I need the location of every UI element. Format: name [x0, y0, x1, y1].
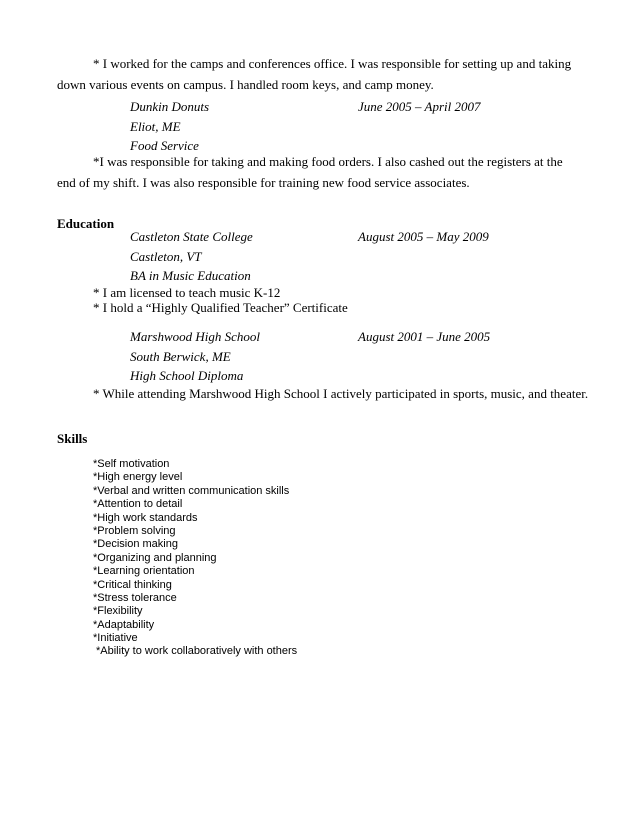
school-location: South Berwick, ME: [130, 348, 231, 364]
skill-item: *Verbal and written communication skills: [93, 484, 290, 497]
college-entry: [130, 227, 570, 286]
skill-item: *Organizing and planning: [93, 551, 217, 564]
school-degree: BA in Music Education: [130, 268, 251, 283]
skill-item: *Self motivation: [93, 458, 170, 470]
skills-heading: Skills: [57, 431, 88, 446]
college-note: * I am licensed to teach music K-12: [93, 285, 281, 300]
skill-item: *Adaptability: [93, 618, 155, 631]
skill-item: *Decision making: [93, 538, 178, 551]
skill-item: *Critical thinking: [93, 578, 172, 591]
education-heading: Education: [57, 216, 115, 231]
skill-item: *Problem solving: [93, 524, 176, 537]
school-dates: August 2001 – June 2005: [358, 329, 491, 344]
skill-item: *Attention to detail: [93, 498, 183, 511]
dunkin-entry: [130, 97, 570, 156]
dunkin-description: *I was responsible for taking and making food orders. I also cashed out the registers at the end of my shift. I was also responsible for training new food service associates.: [57, 154, 563, 190]
skill-item: *Ability to work collaboratively with others: [96, 645, 298, 658]
skill-item: *High energy level: [93, 471, 183, 484]
highschool-note: * While attending Marshwood High School I actively participated in sports, music, and theater.: [93, 386, 589, 401]
employer-name: Dunkin Donuts: [130, 99, 210, 114]
school-name: Marshwood High School: [130, 329, 260, 344]
school-location: Castleton, VT: [130, 248, 202, 264]
job-role: Food Service: [130, 138, 199, 153]
school-dates: August 2005 – May 2009: [358, 229, 489, 244]
school-name: Castleton State College: [130, 229, 253, 244]
skill-item: *Initiative: [93, 632, 138, 645]
highschool-entry: [130, 327, 570, 386]
camps-description: * I worked for the camps and conferences office. I was responsible for setting up and taking down various events on campus. I handled room keys, and camp money.: [57, 56, 572, 92]
skill-item: *High work standards: [93, 511, 198, 524]
employment-dates: June 2005 – April 2007: [358, 99, 481, 114]
skills-list: [93, 458, 297, 659]
skill-item: *Stress tolerance: [93, 591, 177, 604]
skill-item: *Learning orientation: [93, 565, 195, 578]
school-degree: High School Diploma: [130, 368, 244, 383]
employer-location: Eliot, ME: [130, 118, 181, 134]
skill-item: *Flexibility: [93, 605, 143, 618]
college-note: * I hold a “Highly Qualified Teacher” Certificate: [93, 300, 348, 315]
